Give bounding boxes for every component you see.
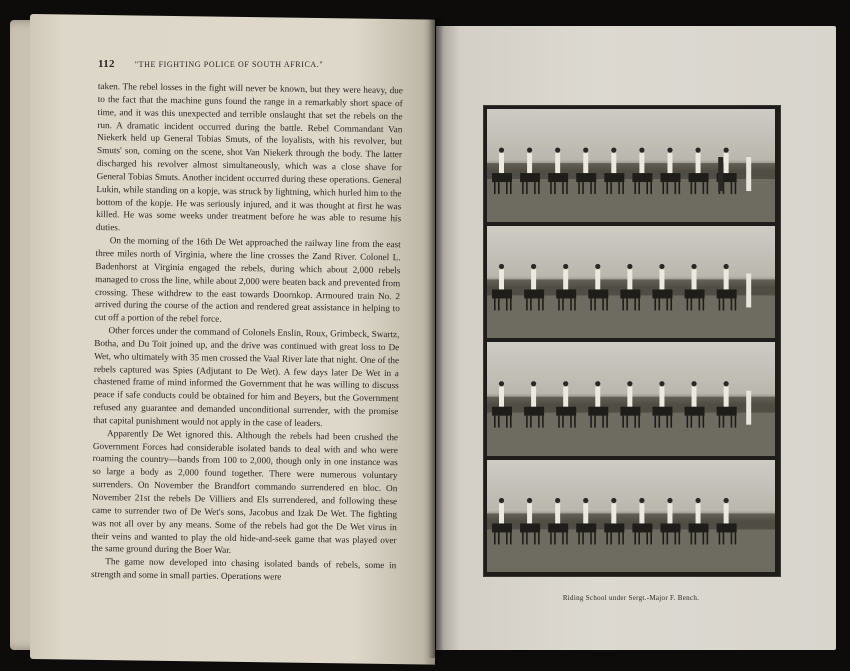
page-number: 112 <box>98 58 115 70</box>
photo-riding-2 <box>487 226 775 338</box>
photo-svg <box>487 460 775 572</box>
standing-figure <box>746 391 751 425</box>
left-page-header <box>98 58 408 70</box>
photo-svg <box>487 342 775 456</box>
photo-riding-1 <box>487 109 775 222</box>
standing-figure <box>718 157 723 191</box>
paragraph: On the morning of the 16th De Wet approached the railway line from the east three miles north of Virginia, where the line crosses the Zand River. Colonel L. Badenhorst at Virginia engaged the rebels, during which about 2,000 rebels managed to cross the line, while about 2,000 were beaten back and prevented from crossing. These withdrew to the east towards Doornkop. Armoured train No. 2 arrived during the course of the action and rendered great assistance in helping to cut off a portion of the rebel force. <box>94 235 401 324</box>
paragraph: Other forces under the command of Colonels Enslin, Roux, Grimbeck, Swartz, Botha, and Du Toit joined up, and the drive was continued with great loss to De Wet, who ultimately with 35 men crossed the Vaal River late that night. One of the rebels captured was Spies (Adjutant to De Wet). A few days later De Wet in a chastened frame of mind informed the Government that he was willing to discuss peace if safe conducts could be obtained for him and Beyers, but the Government refused any guarantee and demanded unconditional surrender, with the promise that capital punishment would not apply in the case of leaders. <box>93 325 400 429</box>
photo-svg <box>487 109 775 222</box>
book-gutter <box>428 18 444 658</box>
paragraph: Apparently De Wet ignored this. Although the rebels had been crushed the Government Forces had considerable isolated bands to deal with and who were roaming the country—bands from 100 to 2,000, though only in one instance was so large a body as 2,000 found together. There were numerous voluntary surrenders. On November the Brandfort commando surrendered en bloc. On November 21st the rebels De Villiers and Els surrendered, and following these came to surrender two of De Wet's sons, Jacobus and Izak De Wet. The fighting was not all over by any means. Some of the rebels had got the De Wet virus in their veins and wanted to play the old hide-and-seek game that was played over the same ground during the Boer War. <box>91 427 399 556</box>
paragraph: The game now developed into chasing isolated bands of rebels, some in strength and some in small parties. Operations were <box>91 556 397 582</box>
photo-riding-4 <box>487 460 775 572</box>
photo-plate <box>483 105 781 577</box>
body-text <box>90 80 403 624</box>
photo-riding-3 <box>487 342 775 456</box>
paragraph: taken. The rebel losses in the fight will never be known, but they were heavy, due to the fact that the machine guns found the range in a remarkably short space of time, and it was this unexpected and terrible onslaught that set the rebels on the run. A dramatic incident occurred during the battle. Rebel Commandant Van Niekerk held up General Tobias Smuts, of the loyalists, with his revolver, but Smuts' son, coming on the scene, shot Van Niekerk through the body. The latter discharged his revolver almost simultaneously, which was a close shave for General Tobias Smuts. Another incident occurred during these operations. General Lukin, while standing on a kopje, was struck by lightning, which hurled him to the bottom of the kopje. He was seriously injured, and it was thought at first he was killed. He was some weeks under treatment before he was able to resume his duties. <box>95 80 403 233</box>
photo-caption: Riding School under Sergt.-Major F. Bench. <box>562 594 700 602</box>
photo-svg <box>487 226 775 338</box>
standing-figure <box>746 157 751 191</box>
running-title: "THE FIGHTING POLICE OF SOUTH AFRICA." <box>134 60 324 69</box>
standing-figure <box>746 273 751 307</box>
